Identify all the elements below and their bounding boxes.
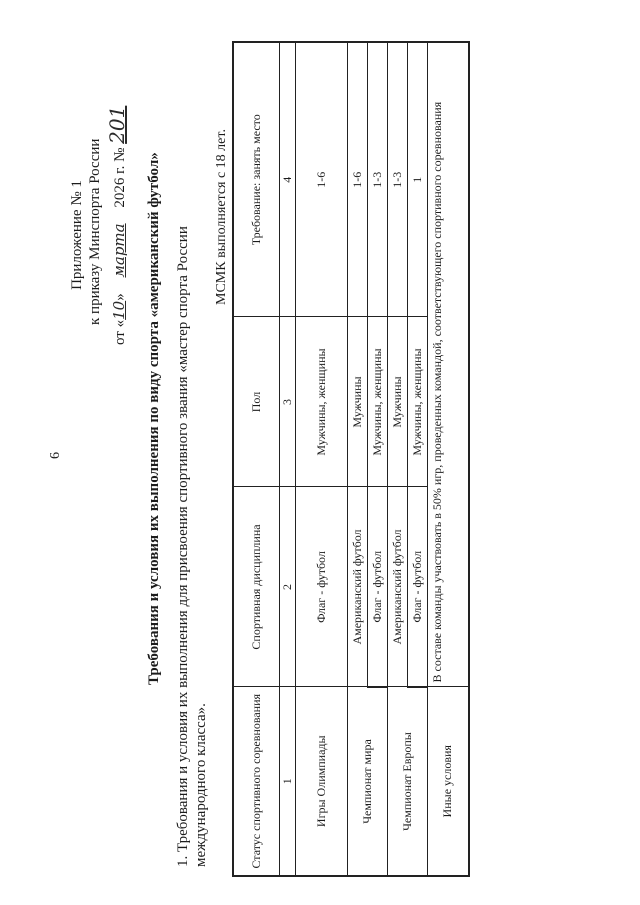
appendix-header <box>68 138 104 325</box>
order-day: 10 <box>110 300 128 320</box>
table-number-row <box>279 42 295 876</box>
order-line <box>105 106 129 345</box>
header-place: Требование: занять место <box>233 42 279 317</box>
requirements-table <box>232 41 470 877</box>
discipline-cell: Американский футбол <box>387 487 407 687</box>
place-cell: 1-3 <box>387 42 407 317</box>
other-conditions-cell: В составе команды участвовать в 50% игр, проведенных командой, соответствующего спортивного соревнования <box>427 42 469 687</box>
page-number: 6 <box>48 452 63 459</box>
header-gender: Пол <box>233 317 279 487</box>
discipline-cell: Флаг - футбол <box>295 487 347 687</box>
discipline-cell: Американский футбол <box>347 487 367 687</box>
table-header-row <box>233 42 279 876</box>
place-cell: 1-6 <box>295 42 347 317</box>
place-cell: 1 <box>407 42 427 317</box>
header-status: Статус спортивного соревнования <box>233 687 279 876</box>
place-cell: 1-3 <box>367 42 387 317</box>
table-row <box>347 42 367 876</box>
table-row <box>387 42 407 876</box>
document-title: Требования и условия их выполнения по виду спорта «американский футбол» <box>146 152 162 685</box>
header-discipline: Спортивная дисциплина <box>233 487 279 687</box>
order-number: 201 <box>105 105 129 144</box>
gender-cell: Мужчины <box>347 317 367 487</box>
gender-cell: Мужчины, женщины <box>407 317 427 487</box>
status-cell: Чемпионат Европы <box>387 687 427 876</box>
status-cell: Чемпионат мира <box>347 687 387 876</box>
col-number: 4 <box>279 42 295 317</box>
appendix-line2: к приказу Минспорта России <box>87 138 103 325</box>
col-number: 3 <box>279 317 295 487</box>
age-note: МСМК выполняется с 18 лет. <box>214 129 229 305</box>
discipline-cell: Флаг - футбол <box>407 487 427 687</box>
appendix-line1: Приложение № 1 <box>69 180 85 290</box>
gender-cell: Мужчины, женщины <box>367 317 387 487</box>
table-row <box>295 42 347 876</box>
table-row <box>427 42 469 876</box>
status-cell: Игры Олимпиады <box>295 687 347 876</box>
gender-cell: Мужчины, женщины <box>295 317 347 487</box>
order-mid: » <box>112 293 128 301</box>
discipline-cell: Флаг - футбол <box>367 487 387 687</box>
order-year: 2026 г. № <box>112 147 128 208</box>
status-cell: Иные условия <box>427 687 469 876</box>
gender-cell: Мужчины <box>387 317 407 487</box>
col-number: 1 <box>279 687 295 876</box>
col-number: 2 <box>279 487 295 687</box>
place-cell: 1-6 <box>347 42 367 317</box>
order-month: марта <box>110 223 128 278</box>
section-text: 1. Требования и условия их выполнения для присвоения спортивного звания «мастер спорта России международного класса». <box>175 226 209 867</box>
order-prefix: от « <box>112 319 128 345</box>
